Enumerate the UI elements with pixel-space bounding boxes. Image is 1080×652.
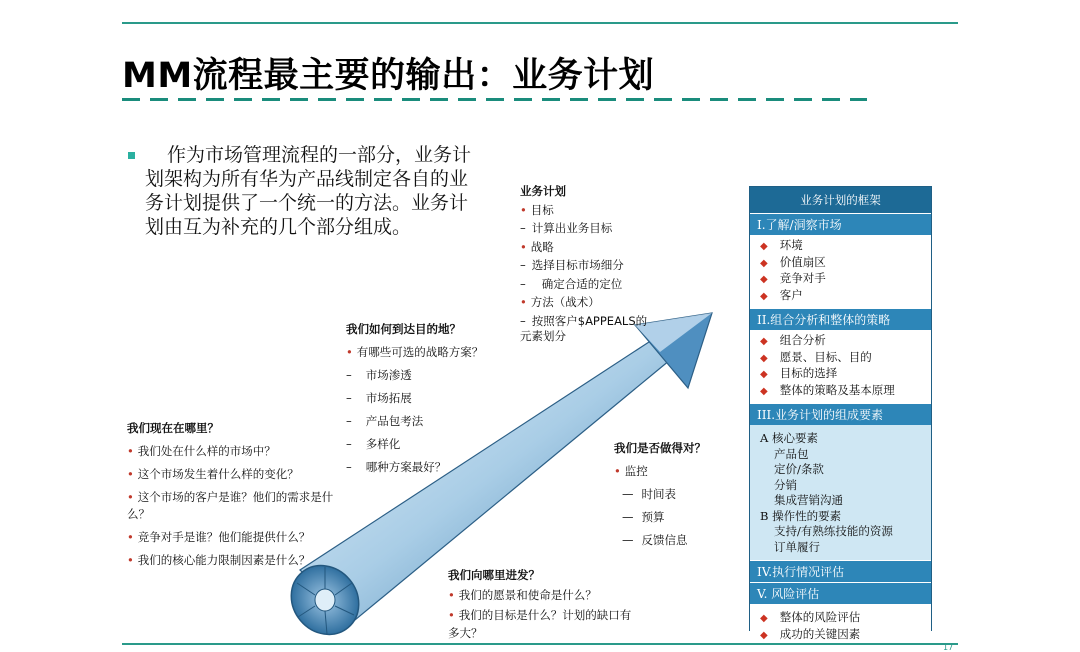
where-go-block [448,566,638,642]
list-item: – 哪种方案最好？ [346,460,447,474]
diamond-icon: ◆ [760,274,768,285]
page-title: MM流程最主要的输出：业务计划 [122,56,655,96]
page-number: 17 [943,643,954,652]
diamond-icon: ◆ [760,241,768,252]
section-header: V. 风险评估 [750,582,931,604]
framework-title: 业务计划的框架 [750,187,931,213]
framework-panel [749,186,932,641]
list-item: A 核心要素 [760,431,818,445]
list-item: ◆ 组合分析 [760,333,826,347]
list-item: — 预算 [622,510,665,524]
list-item: • 我们的核心能力限制因素是什么？ [127,553,311,567]
diamond-icon: ◆ [760,257,768,269]
diamond-icon: ◆ [760,369,768,380]
diamond-icon: ◆ [760,290,768,302]
section-header: III.业务计划的组成要素 [750,403,931,425]
list-item: • 有哪些可选的战略方案？ [346,345,484,359]
list-item: ◆ 愿景、目标、目的 [760,349,872,364]
list-item: • 我们的目标是什么？计划的缺口有多大？ [448,608,632,640]
section-body [750,604,931,647]
list-item: 分销 [774,477,797,492]
list-item: • 竞争对手是谁？他们能提供什么？ [127,530,311,544]
list-item: 订单履行 [774,539,820,554]
list-item: ◆ 竞争对手 [760,271,826,285]
how-get-heading: 我们如何到达目的地？ [346,322,461,336]
list-item: • 我们的愿景和使命是什么？ [448,588,597,602]
diamond-icon: ◆ [760,385,768,397]
list-item: • 战略 [520,239,554,254]
bottom-rule [122,643,958,645]
list-item: 元素划分 [520,329,566,343]
diamond-icon: ◆ [760,629,768,641]
list-item: ◆ 整体的风险评估 [760,610,861,624]
section-body [750,330,931,403]
list-item: – 市场拓展 [346,391,412,405]
diamond-icon: ◆ [760,613,768,624]
section-header: I.了解/洞察市场 [750,213,931,235]
list-item: — 反馈信息 [622,533,688,547]
list-item: • 这个市场发生着什么样的变化？ [127,467,299,481]
list-item: • 监控 [614,464,648,478]
list-item: 产品包 [774,446,809,461]
list-item: • 我们处在什么样的市场中？ [127,444,276,458]
list-item: – 按照客户$APPEALS的 [520,313,648,328]
list-item: ◆ 整体的策略及基本原理 [760,382,895,397]
where-now-block [127,420,347,575]
list-item: — 时间表 [622,487,676,501]
list-item: • 方法（战术） [520,295,600,309]
list-item: B 操作性的要素 [760,508,842,523]
section-header: IV.执行情况评估 [750,560,931,582]
doing-right-block [614,437,764,552]
list-item: – 确定合适的定位 [520,276,623,291]
doing-right-heading: 我们是否做得对？ [614,441,706,455]
list-item: – 市场渗透 [346,368,412,382]
list-item: 定价/条款 [774,462,824,476]
list-item: ◆ 环境 [760,238,803,252]
list-item: – 计算出业务目标 [520,221,613,235]
list-item: ◆ 成功的关键因素 [760,626,861,641]
section-header: II.组合分析和整体的策略 [750,308,931,330]
diamond-icon: ◆ [760,352,768,364]
business-plan-block [520,182,690,343]
section-body [750,425,931,560]
list-item: – 选择目标市场细分 [520,258,624,272]
list-item: 支持/有熟练技能的资源 [774,524,893,538]
list-item: – 产品包考法 [346,414,424,428]
list-item: ◆ 价值扇区 [760,254,826,269]
list-item: • 目标 [520,202,554,217]
list-item: • 这个市场的客户是谁？他们的需求是什么？ [127,490,334,521]
where-now-heading: 我们现在在哪里？ [127,421,219,435]
how-get-block [346,318,546,479]
section-body [750,235,931,308]
business-plan-heading: 业务计划 [520,184,566,198]
list-item: – 多样化 [346,437,401,451]
intro-paragraph: 作为市场管理流程的一部分，业务计划架构为所有华为产品线制定各自的业务计划提供了一个统一的方法。业务计划由互为补充的几个部分组成。 [145,144,472,238]
diamond-icon: ◆ [760,336,768,347]
list-item: ◆ 目标的选择 [760,366,838,380]
list-item: 集成营销沟通 [774,493,843,507]
where-go-heading: 我们向哪里进发？ [448,568,540,582]
list-item: ◆ 客户 [760,287,803,302]
